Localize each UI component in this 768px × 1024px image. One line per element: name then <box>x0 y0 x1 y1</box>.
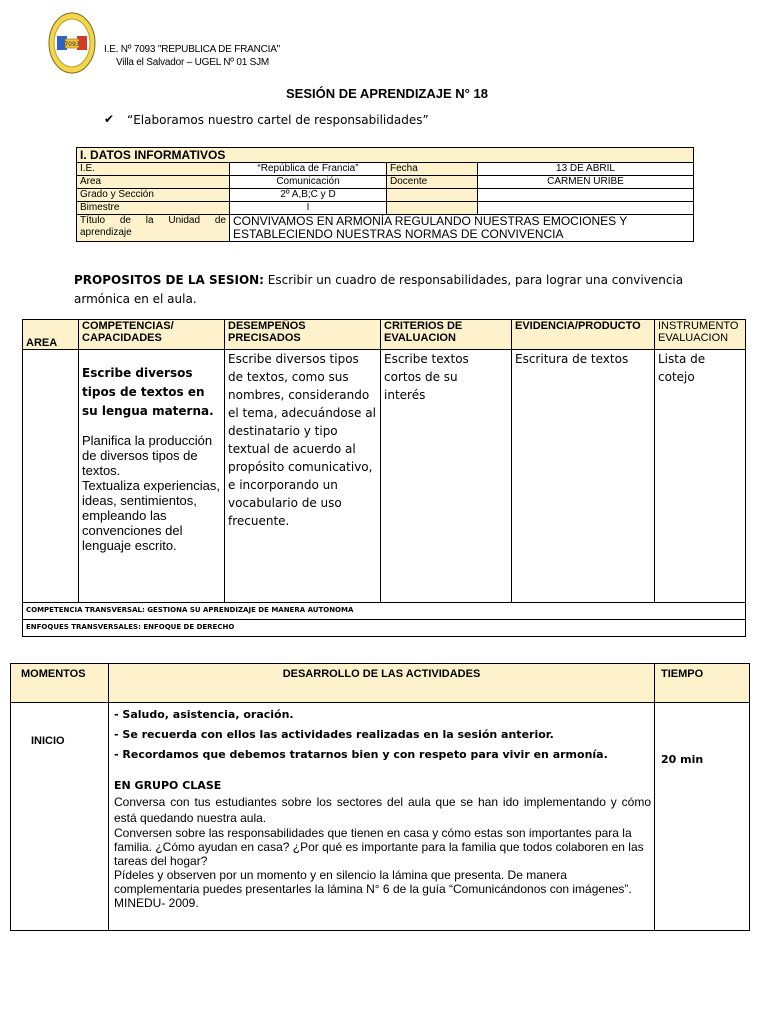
ie-value: “República de Francia” <box>230 163 387 176</box>
tiempo-value: 20 min <box>655 703 750 931</box>
area-label: Area <box>77 176 230 189</box>
unidad-label: Título de la Unidad de aprendizaje <box>77 215 230 242</box>
bullet-3: - Recordamos que debemos tratarnos bien y con respeto para vivir en armonía. <box>114 748 608 761</box>
col-momentos: MOMENTOS <box>11 664 109 703</box>
grado-label: Grado y Sección <box>77 189 230 202</box>
empty-label-2 <box>387 202 478 215</box>
criterio-cell: Escribe textos cortos de su interés <box>381 350 512 603</box>
competencia-transversal: COMPETENCIA TRANSVERSAL: GESTIONA SU APRENDIZAJE DE MANERA AUTONOMA <box>23 603 746 620</box>
capacidad-2: Textualiza experiencias, ideas, sentimientos, empleando las convenciones del lenguaje escrito. <box>82 478 221 553</box>
docente-label: Docente <box>387 176 478 189</box>
col-area: AREA <box>23 320 79 350</box>
paragraph-3: Pídeles y observen por un momento y en silencio la lámina que presenta. De manera complementaria puedes presentarles la lámina N° 6 de la guía “Comunicándonos con imágenes”. MINEDU- 2009. <box>114 868 632 910</box>
col-criterios: CRITERIOS DE EVALUACION <box>381 320 512 350</box>
fecha-value: 13 DE ABRIL <box>478 163 694 176</box>
grado-value: 2º A,B;C y D <box>230 189 387 202</box>
bullet-2: - Se recuerda con ellos las actividades realizadas en la sesión anterior. <box>114 728 554 741</box>
bimestre-value: I <box>230 202 387 215</box>
col-instrumento: INSTRUMENTO EVALUACION <box>655 320 746 350</box>
session-title: SESIÓN DE APRENDIZAJE N° 18 <box>286 86 488 101</box>
empty-value-2 <box>478 202 694 215</box>
docente-value: CARMEN URIBE <box>478 176 694 189</box>
school-location: Villa el Salvador – UGEL Nº 01 SJM <box>116 57 270 68</box>
area-value: Comunicación <box>230 176 387 189</box>
desarrollo-cell <box>109 703 655 931</box>
bimestre-label: Bimestre <box>77 202 230 215</box>
area-cell <box>23 350 79 603</box>
instrumento-cell: Lista de cotejo <box>655 350 746 603</box>
competencia-cell <box>79 350 225 603</box>
desempeno-cell: Escribe diversos tipos de textos, como sus nombres, considerando el tema, adecuándose al destinatario y tipo textual de acuerdo al propósito comunicativo, e incorporando un vocabulario de uso frecuente. <box>225 350 381 603</box>
datos-heading: I. DATOS INFORMATIVOS <box>77 148 694 163</box>
col-evidencia: EVIDENCIA/PRODUCTO <box>512 320 655 350</box>
session-subtitle: “Elaboramos nuestro cartel de responsabilidades” <box>127 113 429 127</box>
empty-label <box>387 189 478 202</box>
unidad-value: CONVIVAMOS EN ARMONÍA REGULANDO NUESTRAS EMOCIONES Y ESTABLECIENDO NUESTRAS NORMAS DE CONVIVENCIA <box>230 215 694 242</box>
grupo-heading: EN GRUPO CLASE <box>114 779 222 792</box>
ie-label: I.E. <box>77 163 230 176</box>
momento-inicio: INICIO <box>11 703 109 931</box>
bullet-1: - Saludo, asistencia, oración. <box>114 708 294 721</box>
col-desempenos: DESEMPEÑOS PRECISADOS <box>225 320 381 350</box>
paragraph-2: Conversen sobre las responsabilidades que tienen en casa y cómo estas son importantes para la familia. ¿Cómo ayudan en casa? ¿Por qué es importante para la familia que todos colaboren en las tareas del hogar? <box>114 826 644 868</box>
paragraph-1: Conversa con tus estudiantes sobre los sectores del aula que se han ido implementando y cómo está quedando nuestra aula. <box>114 795 651 825</box>
propositos-text: Escribir un cuadro de responsabilidades, para lograr una convivencia armónica en el aula. <box>74 273 684 306</box>
enfoques-transversales: ENFOQUES TRANSVERSALES: ENFOQUE DE DERECHO <box>23 620 746 637</box>
col-desarrollo: DESARROLLO DE LAS ACTIVIDADES <box>109 664 655 703</box>
school-logo <box>48 12 96 74</box>
actividades-table <box>10 663 750 931</box>
capacidad-1: Planifica la producción de diversos tipos de textos. <box>82 433 213 478</box>
competencia-main: Escribe diversos tipos de textos en su lengua materna. <box>82 366 214 418</box>
propositos <box>74 271 694 309</box>
col-tiempo: TIEMPO <box>655 664 750 703</box>
fecha-label: Fecha <box>387 163 478 176</box>
propositos-label: PROPOSITOS DE LA SESION: <box>74 273 264 287</box>
empty-value <box>478 189 694 202</box>
svg-text:7093: 7093 <box>64 41 80 48</box>
competencias-table <box>22 319 746 637</box>
check-icon: ✔ <box>104 112 115 126</box>
col-competencias: COMPETENCIAS/ CAPACIDADES <box>79 320 225 350</box>
datos-table <box>76 147 694 242</box>
evidencia-cell: Escritura de textos <box>512 350 655 603</box>
school-name: I.E. Nº 7093 "REPUBLICA DE FRANCIA" <box>104 44 281 55</box>
